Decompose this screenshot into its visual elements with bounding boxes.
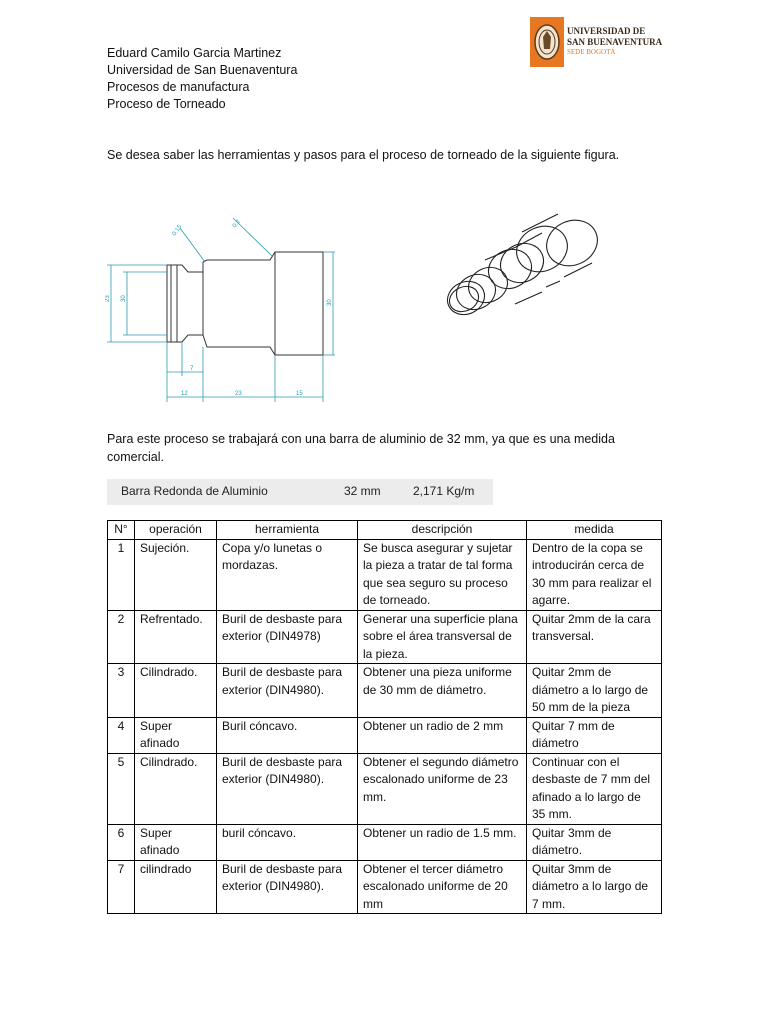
cell-operation: Cilindrado. [135,753,217,824]
table-header-row [108,521,662,540]
header-measure: medida [527,521,662,540]
cell-description: Obtener el segundo diámetro escalonado uniforme de 23 mm. [358,753,527,824]
table-row [108,860,662,914]
material-weight: 2,171 Kg/m [413,484,475,498]
course-name: Procesos de manufactura [107,80,250,94]
cell-number: 5 [108,753,135,824]
dim-small: 7 [190,366,194,372]
isometric-view [430,205,610,355]
cell-operation: Cilindrado. [135,664,217,718]
material-size: 32 mm [344,484,381,498]
cell-measure: Quitar 3mm de diámetro. [527,824,662,860]
header-description: descripción [358,521,527,540]
table-row [108,610,662,664]
cell-description: Obtener un radio de 2 mm [358,717,527,753]
table-row [108,824,662,860]
cell-tool: Buril de desbaste para exterior (DIN4978) [217,610,358,664]
university-logo [530,17,663,67]
dim-top-left: 0.15 [171,224,184,238]
cell-number: 1 [108,539,135,610]
cell-measure: Quitar 2mm de diámetro a lo largo de 50 mm de la pieza [527,664,662,718]
header-tool: herramienta [217,521,358,540]
cell-measure: Quitar 3mm de diámetro a lo largo de 7 mm. [527,860,662,914]
dim-d2: 30 [121,295,127,302]
dim-b3: 15 [296,391,303,397]
cell-tool: Buril de desbaste para exterior (DIN4980). [217,664,358,718]
table-row [108,539,662,610]
table-row [108,753,662,824]
cell-description: Se busca asegurar y sujetar la pieza a tratar de tal forma que sea seguro su proceso de torneado. [358,539,527,610]
cell-number: 7 [108,860,135,914]
cell-tool: Copa y/o lunetas o mordazas. [217,539,358,610]
cell-tool: Buril de desbaste para exterior (DIN4980). [217,860,358,914]
header-number: N° [108,521,135,540]
logo-line3: SEDE BOGOTÁ [567,48,616,56]
logo-emblem [530,17,564,67]
material-name: Barra Redonda de Aluminio [121,484,268,498]
cell-operation: Refrentado. [135,610,217,664]
material-text: Para este proceso se trabajará con una barra de aluminio de 32 mm, ya que es una medida comercial. [107,432,615,464]
author-name: Eduard Camilo Garcia Martinez [107,46,282,60]
cell-description: Obtener un radio de 1.5 mm. [358,824,527,860]
table-row [108,717,662,753]
cell-operation: cilindrado [135,860,217,914]
seal-icon [530,17,564,67]
material-spec-bar [107,479,493,505]
cell-number: 4 [108,717,135,753]
cell-number: 6 [108,824,135,860]
cell-measure: Dentro de la copa se introducirán cerca de 30 mm para realizar el agarre. [527,539,662,610]
cell-description: Obtener el tercer diámetro escalonado uniforme de 20 mm [358,860,527,914]
cell-measure: Quitar 7 mm de diámetro [527,717,662,753]
cell-measure: Continuar con el desbaste de 7 mm del afinado a lo largo de 35 mm. [527,753,662,824]
process-table [107,520,662,914]
cell-tool: Buril cóncavo. [217,717,358,753]
topic-name: Proceso de Torneado [107,97,226,111]
dim-b2: 23 [235,391,242,397]
cell-description: Generar una superficie plana sobre el área transversal de la pieza. [358,610,527,664]
cell-tool: Buril de desbaste para exterior (DIN4980). [217,753,358,824]
logo-line1: UNIVERSIDAD DE [567,26,646,36]
dim-d1: 23 [105,295,111,302]
header-operation: operación [135,521,217,540]
dim-top-right: 0.2 [231,219,242,230]
cell-operation: Super afinado [135,824,217,860]
dim-d3: 30 [327,299,333,306]
table-row [108,664,662,718]
dim-b1: 12 [181,391,188,397]
logo-line2: SAN BUENAVENTURA [567,37,663,47]
technical-drawing [105,210,335,410]
cell-number: 3 [108,664,135,718]
intro-text: Se desea saber las herramientas y pasos para el proceso de torneado de la siguiente figura. [107,148,620,162]
university-name: Universidad de San Buenaventura [107,63,298,77]
cell-operation: Super afinado [135,717,217,753]
cell-operation: Sujeción. [135,539,217,610]
cell-description: Obtener una pieza uniforme de 30 mm de diámetro. [358,664,527,718]
cell-measure: Quitar 2mm de la cara transversal. [527,610,662,664]
cell-tool: buril cóncavo. [217,824,358,860]
cell-number: 2 [108,610,135,664]
